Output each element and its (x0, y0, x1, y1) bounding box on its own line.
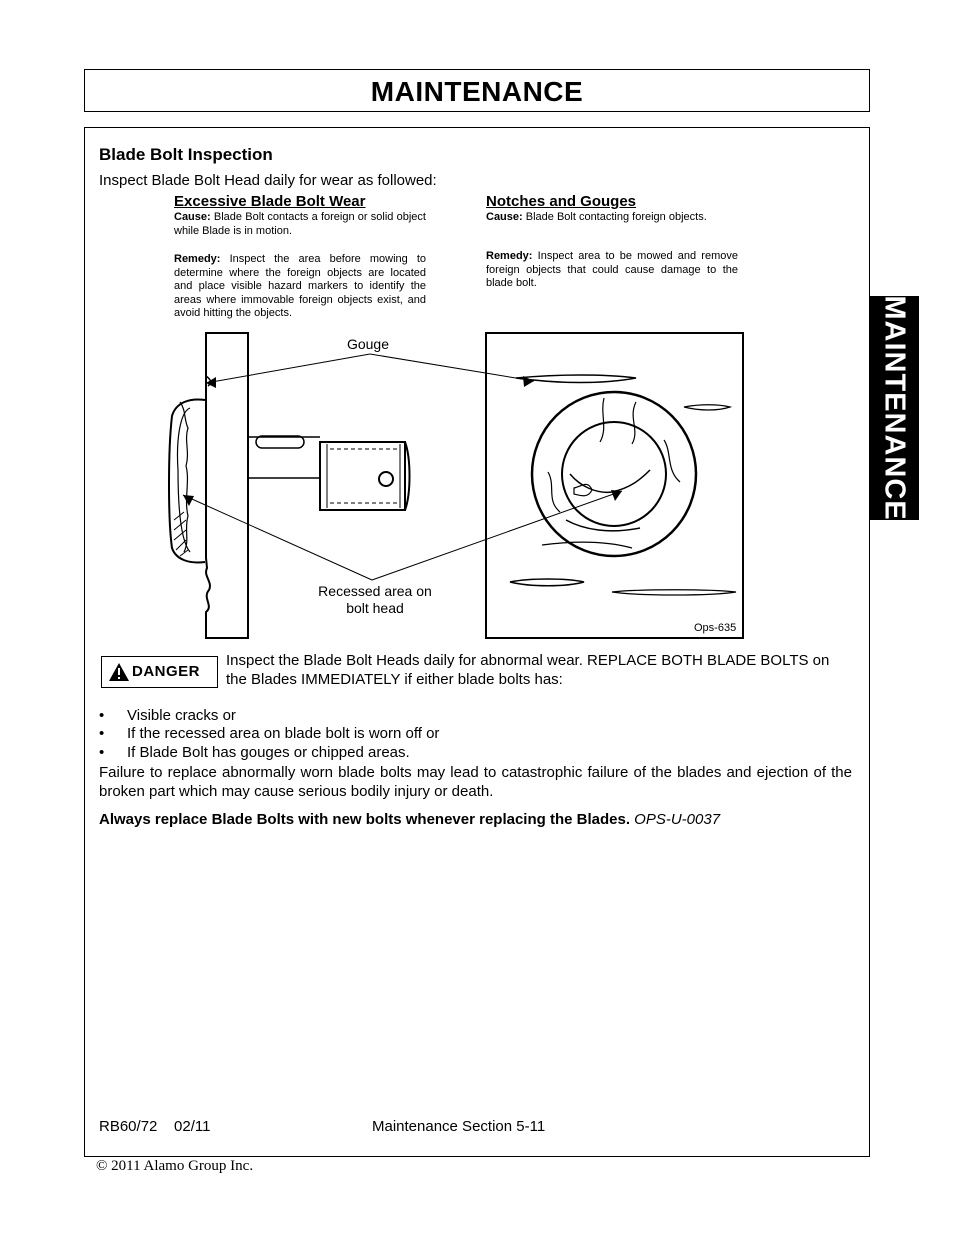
gouge-streak-3 (510, 579, 584, 586)
right-column-title: Notches and Gouges (486, 193, 637, 210)
gouge-streak-5 (542, 542, 632, 548)
recess-leader-right (372, 491, 622, 580)
bolt-slot (256, 436, 304, 448)
bullet-text: If the recessed area on blade bolt is worn off or (127, 725, 440, 742)
footer-model (99, 1118, 210, 1135)
left-column-title: Excessive Blade Bolt Wear (174, 193, 366, 210)
bullet-marker: • (99, 725, 105, 742)
recess-arrow-right (611, 490, 622, 501)
crack-4 (548, 472, 560, 512)
recess-leader-left (183, 495, 372, 580)
danger-text: Inspect the Blade Bolt Heads daily for abnormal wear. REPLACE BOTH BLADE BOLTS on the Blades IMMEDIATELY if either blade bolts has: (226, 652, 830, 688)
danger-badge (101, 656, 218, 688)
crack-5 (570, 470, 650, 492)
footer-date: 02/11 (174, 1118, 211, 1135)
gouge-streak-4 (612, 590, 736, 595)
footer-model-number: RB60/72 (99, 1118, 158, 1135)
gouge-label: Gouge (346, 336, 390, 352)
always-replace-bold: Always replace Blade Bolts with new bolts whenever replacing the Blades. (99, 811, 630, 828)
always-replace-line (99, 810, 852, 829)
bullet-text: Visible cracks or (127, 707, 236, 724)
recess-area (180, 402, 188, 552)
bullet-marker: • (99, 707, 105, 724)
recess-arrow-left (183, 495, 194, 506)
always-replace-code: OPS-U-0037 (634, 811, 721, 828)
failure-paragraph: Failure to replace abnormally worn blade bolts may lead to catastrophic failure of the blades and ejection of the broken part which may cause serious bodily injury or death. (99, 764, 852, 800)
right-cause-text: Blade Bolt contacting foreign objects. (525, 211, 707, 223)
gouge-leader-right (370, 354, 534, 381)
side-tab-label: MAINTENANCE (878, 295, 911, 521)
left-cause-label: Cause: (174, 211, 211, 223)
footer-section: Maintenance Section 5-11 (372, 1118, 546, 1135)
section-intro: Inspect Blade Bolt Head daily for wear as followed: (99, 172, 437, 189)
gouge-streak-1 (516, 375, 636, 383)
recess-hatch (174, 512, 188, 556)
bolt-recess-circle (562, 422, 666, 526)
right-cause-label: Cause: (486, 211, 523, 223)
gouge-streak-2 (684, 405, 730, 410)
crack-1 (600, 398, 604, 442)
gouge-leader-left (206, 354, 370, 383)
left-cause-text: Blade Bolt contacts a foreign or solid object while Blade is in motion. (174, 211, 426, 237)
right-remedy-text: Inspect area to be mowed and remove foreign objects that could cause damage to the blade bolt. (486, 250, 738, 289)
bolt-threads (327, 444, 400, 508)
bolt-head-outline (206, 333, 248, 638)
bullet-marker: • (99, 744, 105, 761)
danger-label: DANGER (132, 663, 201, 680)
figure-id: Ops-635 (694, 622, 737, 634)
left-remedy-label: Remedy: (174, 253, 221, 265)
bolt-hole (379, 472, 393, 486)
recessed-label-line2: bolt head (346, 600, 404, 616)
gouge-arrow-left (206, 377, 216, 388)
crack-2 (632, 402, 636, 444)
left-remedy-text: Inspect the area before mowing to determine where the foreign objects are located and place visible hazard markers to identify the areas where immovable foreign objects exist, and avoid hitting the objects. (174, 253, 427, 319)
recessed-label-line1: Recessed area on (318, 583, 432, 599)
page-title: MAINTENANCE (370, 76, 584, 107)
bullet-text: If Blade Bolt has gouges or chipped areas. (127, 744, 410, 761)
copyright: © 2011 Alamo Group Inc. (96, 1158, 254, 1174)
right-remedy-label: Remedy: (486, 250, 533, 262)
bolt-dashed (330, 449, 398, 503)
bolt-neck (248, 437, 320, 478)
section-title: Blade Bolt Inspection (99, 145, 273, 164)
